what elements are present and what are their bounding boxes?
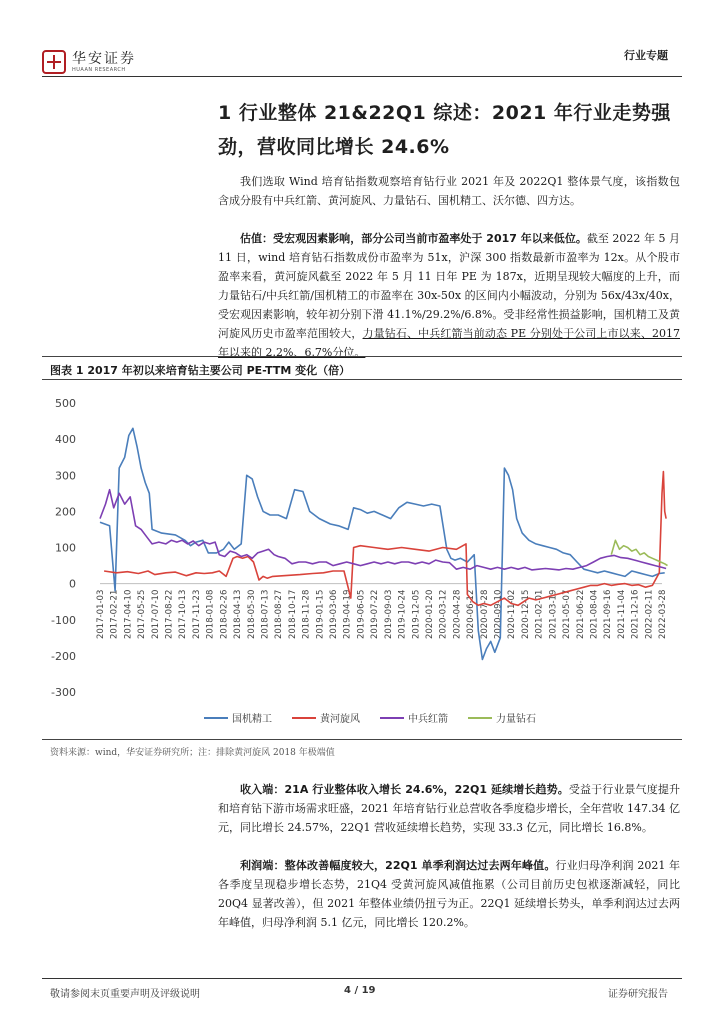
x-tick-label: 2018-02-26 bbox=[219, 589, 230, 640]
x-tick-label: 2018-05-30 bbox=[246, 589, 257, 640]
x-tick-label: 2019-09-03 bbox=[383, 589, 394, 640]
x-tick-label: 2020-07-28 bbox=[479, 589, 490, 640]
x-tick-label: 2017-07-10 bbox=[150, 589, 161, 640]
y-tick-label: 300 bbox=[55, 469, 76, 483]
profit-paragraph bbox=[218, 856, 680, 932]
valuation-paragraph bbox=[218, 229, 680, 362]
y-tick-label: -200 bbox=[51, 649, 76, 663]
profit-body: 行业归母净利润 2021 年各季度呈现稳步增长态势，21Q4 受黄河旋风减值拖累（公司目前历史包袱逐渐减轻，同比 20Q4 显著改善），但 2021 年整体业绩仍扭亏为正。22Q1 延续增长势头，单季利润达过去两年峰值，归母净利润 5.1 亿元，同比增长 120.2%。 bbox=[218, 859, 680, 929]
x-tick-label: 2019-04-19 bbox=[342, 589, 353, 640]
x-tick-label: 2018-07-13 bbox=[260, 589, 271, 640]
footer-disclaimer: 敬请参阅末页重要声明及评级说明 bbox=[50, 989, 200, 1000]
x-tick-label: 2021-11-04 bbox=[616, 589, 627, 640]
logo-en-text: HUAAN RESEARCH bbox=[72, 66, 126, 73]
footer-divider bbox=[42, 978, 682, 979]
valuation-body: 截至 2022 年 5 月 11 日，wind 培育钻石指数成份市盈率为 51x，沪深 300 指数最新市盈率为 12x。从个股市盈率来看，黄河旋风截至 2022 年 5 月 11 日年 PE 为 187x，近期呈现较大幅度的上升，而力量钻石/中兵红箭/国机精工的市盈率在 30x-50x 的区间内小幅波动，分别为 56x/43x/40x，受宏观因素影响，较年初分别下滑 41.1%/29.2%/6.8%。受非经常性损益影响，国机精工及黄河旋风历史市盈率范围较大， bbox=[218, 232, 680, 340]
x-tick-label: 2019-07-22 bbox=[370, 589, 381, 640]
valuation-lead: 估值：受宏观因素影响，部分公司当前市盈率处于 2017 年以来低位。 bbox=[240, 232, 587, 245]
x-tick-label: 2020-09-10 bbox=[493, 589, 504, 640]
intro-paragraph: 我们选取 Wind 培育钻指数观察培育钻行业 2021 年及 2022Q1 整体景气度，该指数包含成分股有中兵红箭、黄河旋风、力量钻石、国机精工、沃尔德、四方达。 bbox=[218, 175, 680, 207]
page-number: 4 / 19 bbox=[344, 985, 376, 996]
x-tick-label: 2019-06-05 bbox=[356, 589, 367, 640]
x-tick-label: 2020-12-15 bbox=[520, 589, 531, 640]
report-category: 行业专题 bbox=[624, 49, 668, 62]
figure-top-divider bbox=[42, 356, 682, 357]
figure-source: 资料来源：wind，华安证券研究所；注：排除黄河旋风 2018 年极端值 bbox=[50, 748, 335, 758]
x-tick-label: 2020-04-28 bbox=[452, 589, 463, 640]
figure-title: 图表 1 2017 年初以来培育钻主要公司 PE-TTM 变化（倍） bbox=[50, 364, 351, 377]
y-tick-label: -100 bbox=[51, 613, 76, 627]
x-tick-label: 2019-03-06 bbox=[329, 589, 340, 640]
revenue-paragraph bbox=[218, 780, 680, 837]
y-tick-label: 0 bbox=[69, 577, 76, 591]
legend-label: 力量钻石 bbox=[496, 714, 536, 725]
pe-ttm-line-chart bbox=[42, 385, 682, 737]
x-tick-label: 2021-02-01 bbox=[534, 589, 545, 640]
figure-bottom-divider bbox=[42, 739, 682, 740]
legend-label: 黄河旋风 bbox=[320, 714, 360, 725]
footer-report-type: 证券研究报告 bbox=[608, 989, 668, 1000]
x-tick-label: 2017-01-03 bbox=[96, 589, 106, 640]
y-tick-label: 400 bbox=[55, 433, 76, 447]
y-tick-label: 200 bbox=[55, 505, 76, 519]
x-tick-label: 2018-11-28 bbox=[301, 589, 312, 640]
x-tick-label: 2018-01-08 bbox=[205, 589, 216, 640]
logo-seal-icon bbox=[42, 50, 66, 74]
x-tick-label: 2022-02-11 bbox=[644, 589, 655, 640]
y-tick-label: 100 bbox=[55, 541, 76, 555]
x-tick-label: 2022-03-28 bbox=[658, 589, 668, 640]
x-tick-label: 2017-05-25 bbox=[137, 589, 148, 640]
x-tick-label: 2021-06-22 bbox=[575, 589, 586, 640]
series-line-黄河旋风 bbox=[104, 472, 666, 606]
x-tick-label: 2021-05-07 bbox=[562, 589, 573, 640]
x-tick-label: 2020-11-02 bbox=[507, 589, 518, 640]
x-tick-label: 2021-09-16 bbox=[603, 589, 614, 640]
x-tick-label: 2019-12-05 bbox=[411, 589, 422, 640]
series-line-中兵红箭 bbox=[100, 490, 666, 570]
x-tick-label: 2021-03-19 bbox=[548, 589, 559, 640]
x-tick-label: 2017-11-23 bbox=[191, 589, 202, 640]
x-tick-label: 2018-10-17 bbox=[287, 589, 298, 640]
y-tick-label: 500 bbox=[55, 397, 76, 410]
x-tick-label: 2019-10-24 bbox=[397, 589, 408, 640]
revenue-body: 受益于行业景气度提升和培育钻下游市场需求旺盛，2021 年培育钻行业总营收各季度稳步增长，全年营收 147.34 亿元，同比增长 24.57%，22Q1 营收延续增长趋势，实现 33.3 亿元，同比增长 16.8%。 bbox=[218, 783, 680, 834]
x-tick-label: 2018-08-27 bbox=[274, 589, 285, 640]
x-tick-label: 2017-08-22 bbox=[164, 589, 175, 640]
x-tick-label: 2020-01-20 bbox=[424, 589, 435, 640]
header-divider bbox=[42, 76, 682, 77]
x-tick-label: 2017-10-13 bbox=[178, 589, 189, 640]
x-tick-label: 2017-02-21 bbox=[109, 589, 120, 640]
profit-lead: 利润端：整体改善幅度较大，22Q1 单季利润达过去两年峰值。 bbox=[240, 859, 556, 872]
x-tick-label: 2019-01-15 bbox=[315, 589, 326, 640]
y-tick-label: -300 bbox=[51, 686, 76, 699]
section-title: 1 行业整体 21&22Q1 综述：2021 年行业走势强劲，营收同比增长 24.6% bbox=[218, 102, 671, 158]
x-tick-label: 2018-04-13 bbox=[233, 589, 244, 640]
legend-label: 国机精工 bbox=[232, 714, 272, 725]
x-tick-label: 2020-03-12 bbox=[438, 589, 449, 640]
x-tick-label: 2021-08-04 bbox=[589, 589, 600, 640]
company-logo bbox=[42, 50, 136, 74]
x-tick-label: 2021-12-16 bbox=[630, 589, 641, 640]
legend-label: 中兵红箭 bbox=[408, 714, 448, 725]
x-tick-label: 2017-04-10 bbox=[123, 589, 134, 640]
logo-cn-text: 华安证券 bbox=[72, 50, 136, 67]
revenue-lead: 收入端：21A 行业整体收入增长 24.6%，22Q1 延续增长趋势。 bbox=[240, 783, 569, 796]
figure-title-divider bbox=[42, 379, 682, 380]
x-tick-label: 2020-06-12 bbox=[466, 589, 477, 640]
valuation-tail: 力量钻石、中兵红箭当前动态 PE 分别处于公司上市以来、2017 年以来的 2.2%、6.7%分位。 bbox=[218, 327, 680, 359]
